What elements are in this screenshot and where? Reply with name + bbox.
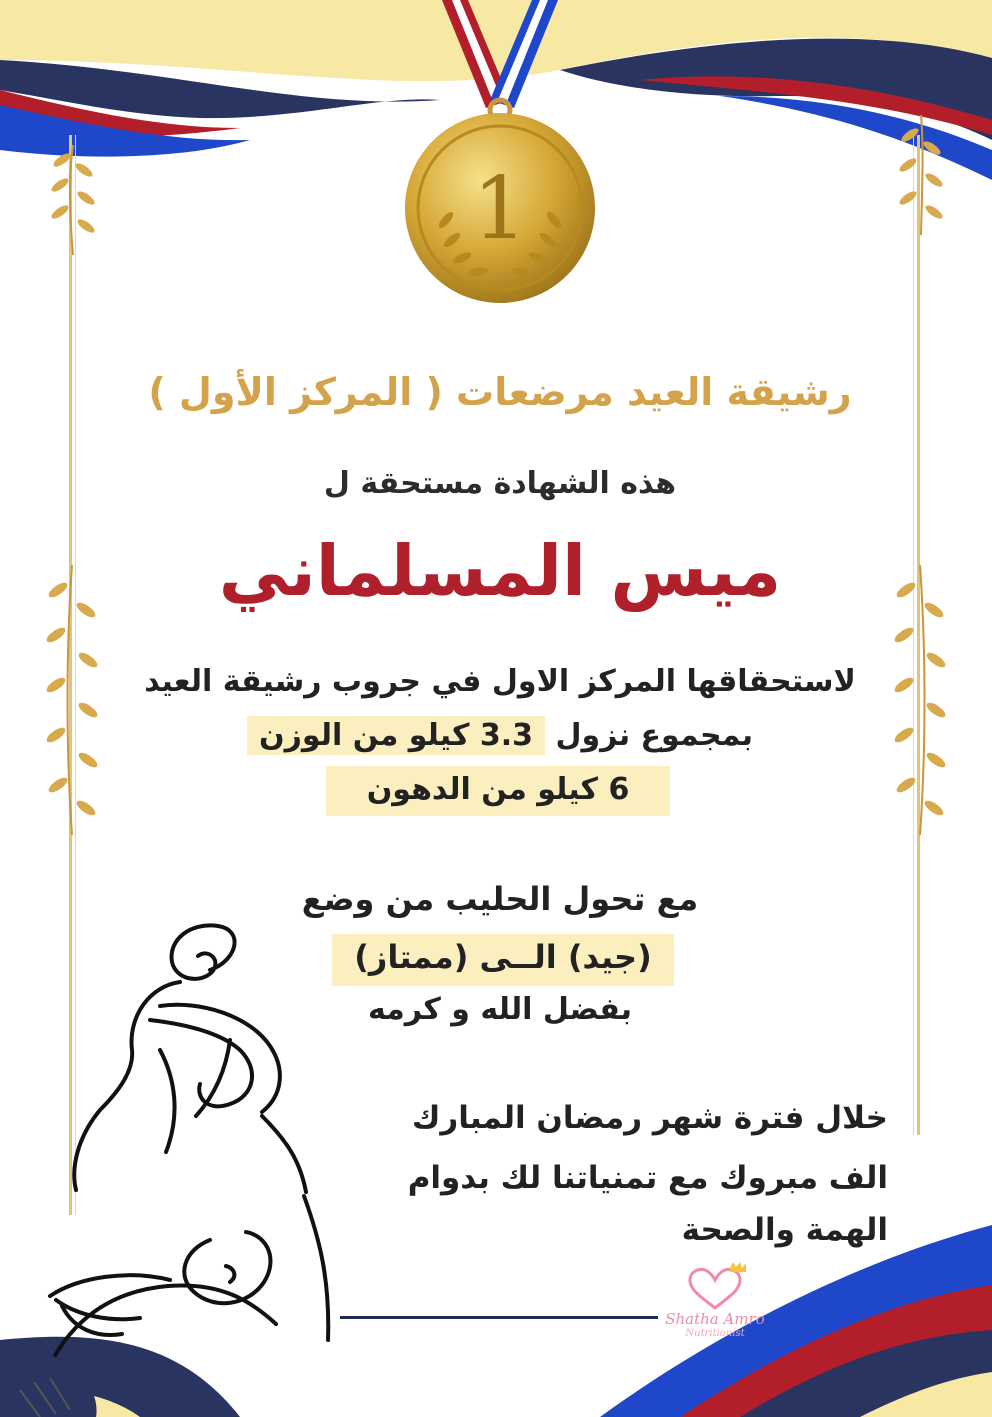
laurel-top-left-icon [38,140,108,260]
gold-medal-icon [400,0,600,310]
milk-line-1: مع تحول الحليب من وضع [301,880,699,918]
certificate-intro: هذه الشهادة مستحقة ل [323,466,677,501]
medal-number: 1 [472,159,528,259]
milk-line-2: (جيد) الــى (ممتاز) [354,938,652,976]
achievement-line-2-highlight: 3.3 كيلو من الوزن [247,716,545,755]
achievement-line-2-prefix: بمجموع نزول [545,718,753,753]
laurel-top-right-icon [886,110,956,240]
laurel-middle-left-icon [36,560,108,840]
achievement-line-2 [200,718,800,753]
closing-line-3: الهمة والصحة [681,1212,888,1248]
logo-name: Shatha Amro [665,1310,765,1328]
recipient-name: ميس المسلماني [218,530,782,612]
milk-line-3: بفضل الله و كرمه [367,992,633,1027]
logo-subtitle: Nutritionist [685,1328,745,1339]
signature-line [340,1316,658,1319]
closing-line-1: خلال فترة شهر رمضان المبارك [411,1100,888,1136]
certificate-title: رشيقة العيد مرضعات ( المركز الأول ) [148,370,852,414]
achievement-line-3: 6 كيلو من الدهون [366,772,630,807]
achievement-line-1: لاستحقاقها المركز الاول في جروب رشيقة العيد [144,664,856,699]
closing-line-2: الف مبروك مع تمنياتنا لك بدوام [407,1160,888,1196]
